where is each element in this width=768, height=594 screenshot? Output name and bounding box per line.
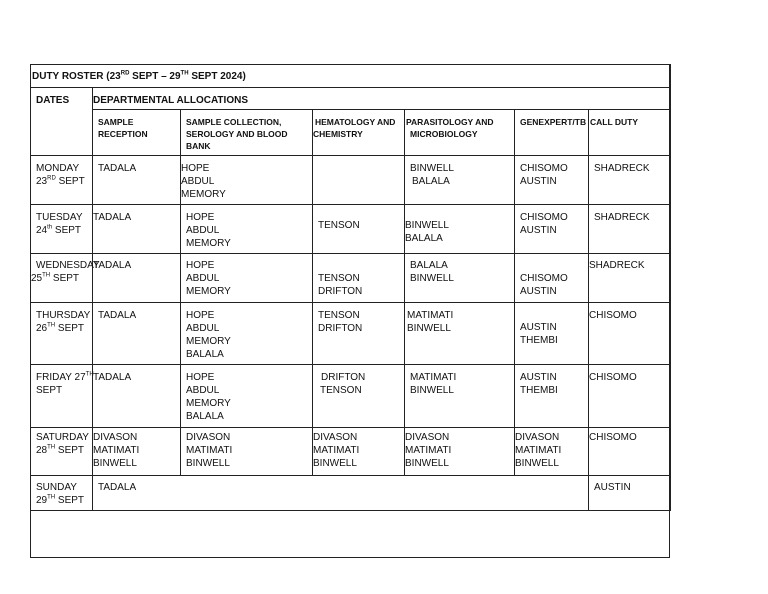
call-duty-cell: AUSTIN (589, 476, 671, 511)
collection-cell: HOPE ABDUL MEMORY (181, 156, 313, 205)
reception-cell: DIVASON MATIMATI BINWELL (93, 428, 181, 476)
table-row (31, 365, 671, 428)
duty-roster-table (30, 64, 671, 511)
parasitology-cell: MATIMATI BINWELL (405, 303, 515, 365)
sunday-allocation-cell: TADALA (93, 476, 589, 511)
sample-reception-header: SAMPLE RECEPTION (93, 110, 181, 156)
table-row (31, 428, 671, 476)
date-cell: WEDNESDAY 25TH SEPT (31, 254, 93, 303)
hematology-header: HEMATOLOGY AND CHEMISTRY (313, 110, 405, 156)
parasitology-cell: MATIMATI BINWELL (405, 365, 515, 428)
date-cell: TUESDAY 24th SEPT (31, 205, 93, 254)
parasitology-cell: DIVASON MATIMATI BINWELL (405, 428, 515, 476)
genexpert-cell: CHISOMO AUSTIN (515, 156, 589, 205)
date-cell: SATURDAY 28TH SEPT (31, 428, 93, 476)
parasitology-cell: BINWELL BALALA (405, 205, 515, 254)
call-duty-cell: CHISOMO (589, 365, 671, 428)
call-duty-cell: CHISOMO (589, 303, 671, 365)
call-duty-cell: SHADRECK (589, 254, 671, 303)
sample-collection-header: SAMPLE COLLECTION, SEROLOGY AND BLOOD BANK (181, 110, 313, 156)
hematology-cell: TENSON (313, 205, 405, 254)
departmental-allocations-header: DEPARTMENTAL ALLOCATIONS (93, 88, 671, 110)
roster-title: DUTY ROSTER (23RD SEPT – 29TH SEPT 2024) (31, 65, 671, 88)
call-duty-cell: SHADRECK (589, 205, 671, 254)
reception-cell: TADALA (93, 254, 181, 303)
genexpert-cell: AUSTIN THEMBI (515, 303, 589, 365)
date-cell: FRIDAY 27TH SEPT (31, 365, 93, 428)
reception-cell: TADALA (93, 365, 181, 428)
dates-header: DATES (31, 88, 93, 156)
collection-cell: HOPE ABDUL MEMORY (181, 205, 313, 254)
reception-cell: TADALA (93, 303, 181, 365)
table-row (31, 254, 671, 303)
parasitology-header: PARASITOLOGY AND MICROBIOLOGY (405, 110, 515, 156)
collection-cell: DIVASON MATIMATI BINWELL (181, 428, 313, 476)
parasitology-cell: BINWELL BALALA (405, 156, 515, 205)
date-cell: SUNDAY 29TH SEPT (31, 476, 93, 511)
genexpert-header: GENEXPERT/TB (515, 110, 589, 156)
hematology-cell (313, 156, 405, 205)
table-row (31, 476, 671, 511)
hematology-cell: DRIFTON TENSON (313, 365, 405, 428)
table-row (31, 303, 671, 365)
hematology-cell: TENSON DRIFTON (313, 303, 405, 365)
table-row (31, 205, 671, 254)
call-duty-header: CALL DUTY (589, 110, 671, 156)
collection-cell: HOPE ABDUL MEMORY BALALA (181, 303, 313, 365)
hematology-cell: DIVASON MATIMATI BINWELL (313, 428, 405, 476)
date-cell: MONDAY 23RD SEPT (31, 156, 93, 205)
call-duty-cell: CHISOMO (589, 428, 671, 476)
genexpert-cell: AUSTIN THEMBI (515, 365, 589, 428)
parasitology-cell: BALALA BINWELL (405, 254, 515, 303)
table-row (31, 156, 671, 205)
genexpert-cell: CHISOMO AUSTIN (515, 254, 589, 303)
hematology-cell: TENSON DRIFTON (313, 254, 405, 303)
date-cell: THURSDAY 26TH SEPT (31, 303, 93, 365)
reception-cell: TADALA (93, 205, 181, 254)
genexpert-cell: CHISOMO AUSTIN (515, 205, 589, 254)
collection-cell: HOPE ABDUL MEMORY (181, 254, 313, 303)
collection-cell: HOPE ABDUL MEMORY BALALA (181, 365, 313, 428)
call-duty-cell: SHADRECK (589, 156, 671, 205)
reception-cell: TADALA (93, 156, 181, 205)
genexpert-cell: DIVASON MATIMATI BINWELL (515, 428, 589, 476)
